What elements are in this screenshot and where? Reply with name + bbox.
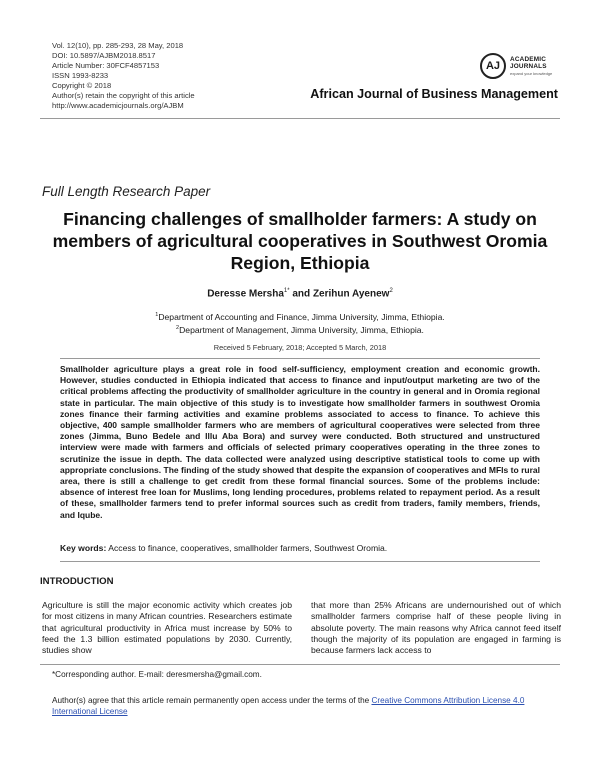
affiliation-marker: 1: [155, 312, 159, 318]
affiliations: [0, 310, 600, 336]
affiliation-text: Department of Management, Jimma University, Jimma, Ethiopia.: [179, 324, 424, 335]
logo-mark: AJ: [480, 53, 506, 79]
license-text: Author(s) agree that this article remain permanently open access under the terms of the: [52, 696, 372, 705]
meta-copyright-note: Author(s) retain the copyright of this article: [52, 91, 195, 100]
license-link[interactable]: Creative Commons Attribution License 4.0 International License: [52, 696, 525, 716]
intro-column-right: that more than 25% Africans are undernourished out of which smallholder farmers comprise half of these people living in absolute poverty. The main reasons why Africa cannot feed itself though the majority of its population are engaged in farming is because farmers lack access to: [311, 600, 561, 656]
meta-copyright: Copyright © 2018: [52, 81, 112, 90]
intro-column-left: Agriculture is still the major economic activity which creates job for most citizens in many African countries. Researchers estimate that agricultural productivity in Africa must increase by 50% to feed the 1.3 billion estimated populations by 2030. Currently, studies show: [42, 600, 292, 656]
license-notice: [52, 695, 562, 717]
keywords: [60, 543, 540, 554]
meta-volume: Vol. 12(10), pp. 285-293, 28 May, 2018: [52, 41, 184, 50]
corresponding-author: *Corresponding author. E-mail: deresmersha@gmail.com.: [52, 670, 262, 679]
author-name: Zerihun Ayenew: [312, 288, 390, 300]
received-dates: Received 5 February, 2018; Accepted 5 March, 2018: [213, 343, 387, 352]
affiliation-text: Department of Accounting and Finance, Jimma University, Jimma, Ethiopia.: [158, 311, 445, 322]
author-conjunction: and: [289, 288, 313, 300]
abstract: Smallholder agriculture plays a great role in food self-sufficiency, employment creation and economic growth. However, studies conducted in Ethiopia indicated that access to finance and input/output marketing are two of the critical problems affecting the productivity of smallholder agriculture in the country in general and in Oromia regional state in particular. The main objective of this study is to investigate how smallholder farmers in southwest Oromia zones finance their farming activities and examine problems associated to access to finance. To achieve this objective, 400 sample smallholder farmers who are members of agricultural cooperatives were selected from three zones (Jimma, Buno Bedele and Illu Aba Bora) and survey were conducted. Both structured and unstructured interview were made with farmers and officials of selected primary cooperatives operating in the three zones to scrutinize the issue in depth. The data collected were analyzed using descriptive statistical tools to come up with appropriate conclusions. The finding of the study showed that despite the expansion of cooperatives and MFIs to rural area, there is still a challenge to get credit from these formal financial sources. Some of the problems include: absence of interest free loan for Muslims, long lending procedures, problems related to repayment period. As a result of these, smallholder farmers tend to prefer informal sources such as credit from traders, family members, friends, and Iqube.: [60, 364, 540, 520]
logo-line-academic: ACADEMIC: [510, 56, 547, 63]
publisher-logo: [480, 53, 580, 83]
journal-name: African Journal of Business Management: [310, 87, 558, 101]
affiliation-marker: 2: [176, 324, 180, 331]
abstract-bottom-rule: [60, 561, 540, 562]
section-heading-introduction: INTRODUCTION: [40, 576, 114, 587]
logo-wordmark: [510, 56, 547, 70]
abstract-top-rule: [60, 358, 540, 359]
keywords-label: Key words:: [60, 543, 107, 553]
meta-doi: DOI: 10.5897/AJBM2018.8517: [52, 51, 156, 60]
header-divider: [40, 118, 560, 119]
meta-journal-url[interactable]: http://www.academicjournals.org/AJBM: [52, 101, 184, 110]
paper-title: Financing challenges of smallholder farmers: A study on members of agricultural cooperatives in Southwest Oromia Region, Ethiopia: [52, 209, 548, 273]
author-name: Deresse Mersha: [207, 288, 284, 300]
keywords-list: Access to finance, cooperatives, smallholder farmers, Southwest Oromia.: [106, 543, 388, 553]
meta-article-number: Article Number: 30FCF4857153: [52, 61, 160, 70]
author-superscript: 2: [389, 288, 393, 294]
author-line: [0, 288, 600, 299]
footnote-divider: [40, 664, 560, 665]
article-metadata: [52, 41, 195, 111]
author-superscript: 1*: [283, 288, 290, 294]
affiliation-2: [0, 323, 600, 336]
affiliation-1: [0, 310, 600, 323]
logo-line-journals: JOURNALS: [510, 63, 547, 70]
meta-issn: ISSN 1993-8233: [52, 71, 109, 80]
logo-tagline: expand your knowledge: [510, 71, 553, 76]
paper-type: Full Length Research Paper: [42, 184, 211, 199]
